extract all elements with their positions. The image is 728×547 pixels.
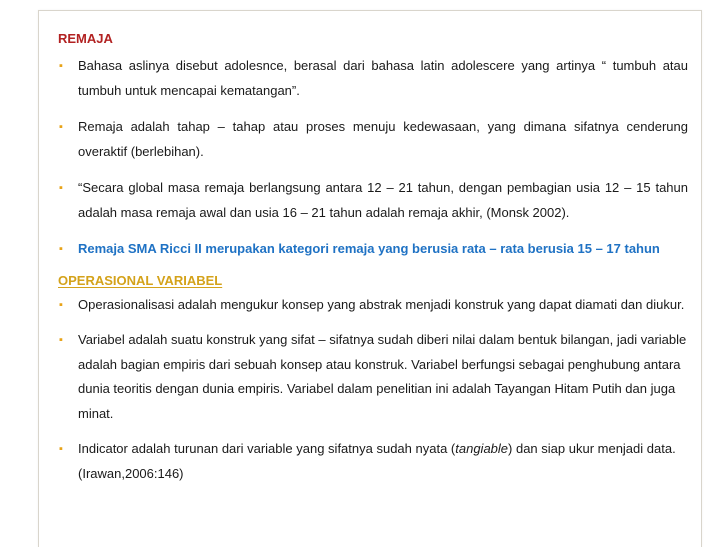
bullet-icon: ▪ (59, 443, 63, 455)
bullet-icon: ▪ (59, 182, 63, 194)
list-item (58, 437, 688, 486)
list-item (58, 176, 688, 225)
section-title-operasional-variabel: OPERASIONAL VARIABEL (58, 272, 223, 288)
list-item-text: Remaja SMA Ricci II merupakan kategori remaja yang berusia rata – rata berusia 15 – 17 tahun (78, 241, 660, 256)
list-item-text: Bahasa aslinya disebut adolesnce, berasal dari bahasa latin adolescere yang artinya “ tumbuh atau tumbuh untuk mencapai kematangan”. (78, 58, 688, 98)
bullet-icon: ▪ (59, 334, 63, 346)
section-title-remaja: REMAJA (58, 31, 113, 46)
bullet-icon: ▪ (59, 298, 63, 311)
list-item (58, 54, 688, 103)
bullet-icon: ▪ (59, 121, 63, 133)
operasional-bullet-list (58, 293, 688, 487)
list-item (58, 328, 688, 426)
list-item-text: Variabel adalah suatu konstruk yang sifat – sifatnya sudah diberi nilai dalam bentuk bilangan, jadi variable adalah bagian empiris dari sebuah konsep atau konstruk. Variabel berfungsi sebagai penghubung antara dunia teoritis dengan dunia empiris. Variabel dalam penelitian ini adalah Tayangan Hitam Putih dan juga minat. (78, 332, 687, 421)
list-item-highlight (58, 237, 688, 262)
bullet-icon: ▪ (59, 243, 63, 255)
italic-term: tangiable (455, 441, 509, 456)
list-item (58, 115, 688, 164)
list-item-text: Operasionalisasi adalah mengukur konsep yang abstrak menjadi konstruk yang dapat diamati dan diukur. (78, 296, 685, 312)
list-item-text: Indicator adalah turunan dari variable yang sifatnya sudah nyata (tangiable) dan siap ukur menjadi data. (Irawan,2006:146) (78, 441, 676, 481)
slide-content (58, 31, 688, 497)
remaja-bullet-list (58, 54, 688, 262)
bullet-icon: ▪ (59, 60, 63, 72)
list-item (58, 293, 688, 318)
list-item-text: Remaja adalah tahap – tahap atau proses menuju kedewasaan, yang dimana sifatnya cenderung overaktif (berlebihan). (78, 119, 688, 159)
list-item-text: “Secara global masa remaja berlangsung antara 12 – 21 tahun, dengan pembagian usia 12 – 15 tahun adalah masa remaja awal dan usia 16 – 21 tahun adalah remaja akhir, (Monsk 2002). (78, 180, 688, 220)
